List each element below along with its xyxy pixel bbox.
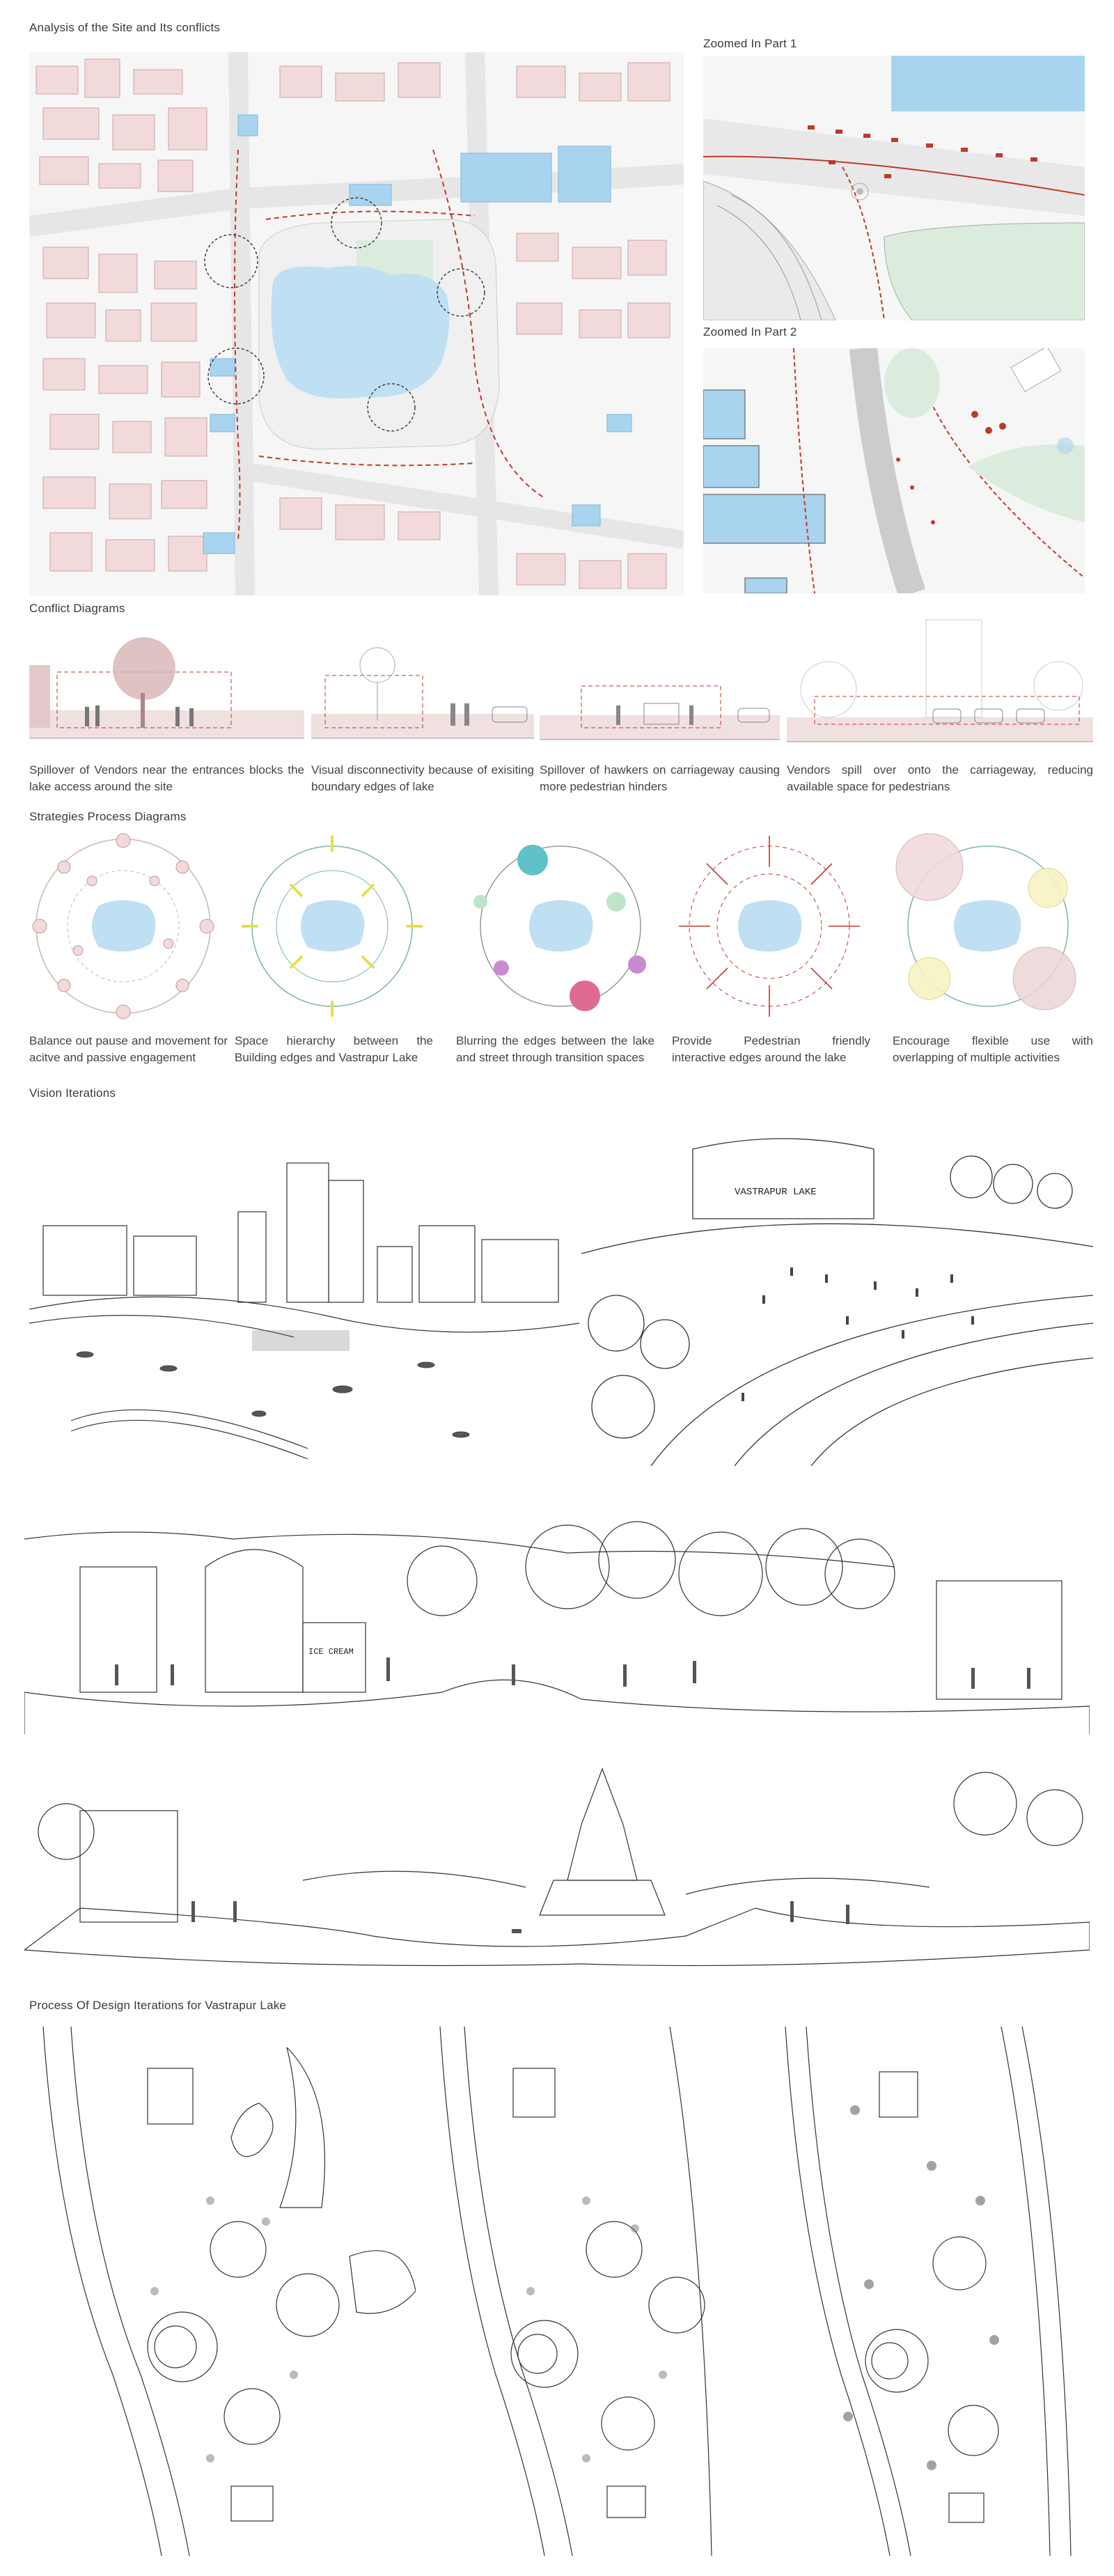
zoom1-map [703,56,1085,320]
conflict-caption-1: Spillover of Vendors near the entrances blocks the lake access around the site [29,763,304,793]
site-map [29,52,684,595]
strategies-heading: Strategies Process Diagrams [29,810,187,823]
strategy-caption-4: Provide Pedestrian friendly interactive edges around the lake [672,1034,870,1064]
conflict-heading: Conflict Diagrams [29,602,125,615]
design-iteration-2 [426,2027,757,2556]
conflict-diagram-3 [540,630,780,757]
strategy-diagram-5 [891,832,1085,1020]
conflict-diagram-4 [787,613,1093,757]
vision-sketch-4 [24,1741,1090,1974]
strategy-diagram-4 [675,832,863,1020]
vision-heading: Vision Iterations [29,1086,116,1100]
strategy-diagram-3 [466,832,654,1020]
vision-sketch-1 [29,1114,579,1466]
conflict-diagram-1 [29,630,304,757]
design-iteration-3 [771,2027,1088,2556]
sketch-sign-text: VASTRAPUR LAKE [735,1187,817,1198]
conflict-diagram-2 [311,630,534,757]
conflict-caption-3: Spillover of hawkers on carriageway causing more pedestrian hinders [540,763,780,793]
zoom2-heading: Zoomed In Part 2 [703,325,797,338]
vision-sketch-2 [581,1114,1093,1466]
strategy-caption-1: Balance out pause and movement for acitve and passive engagement [29,1034,228,1064]
strategy-diagram-2 [238,832,426,1020]
zoom1-heading: Zoomed In Part 1 [703,37,797,50]
conflict-caption-4: Vendors spill over onto the carriageway, reducing available space for pedestrians [787,763,1093,793]
conflict-caption-2: Visual disconnectivity because of exisiting boundary edges of lake [311,763,534,793]
site-analysis-heading: Analysis of the Site and Its conflicts [29,21,221,34]
strategy-caption-3: Blurring the edges between the lake and street through transition spaces [456,1034,654,1064]
strategy-caption-2: Space hierarchy between the Building edges and Vastrapur Lake [235,1034,433,1064]
vision-sketch-3 [24,1483,1090,1738]
design-iteration-1 [29,2027,416,2556]
strategy-caption-5: Encourage flexible use with overlapping of multiple activities [893,1034,1093,1064]
zoom2-map [703,348,1085,593]
process-heading: Process Of Design Iterations for Vastrapur Lake [29,1999,287,2012]
kiosk-sign-text: ICE CREAM [308,1647,354,1657]
strategy-diagram-1 [29,832,217,1020]
